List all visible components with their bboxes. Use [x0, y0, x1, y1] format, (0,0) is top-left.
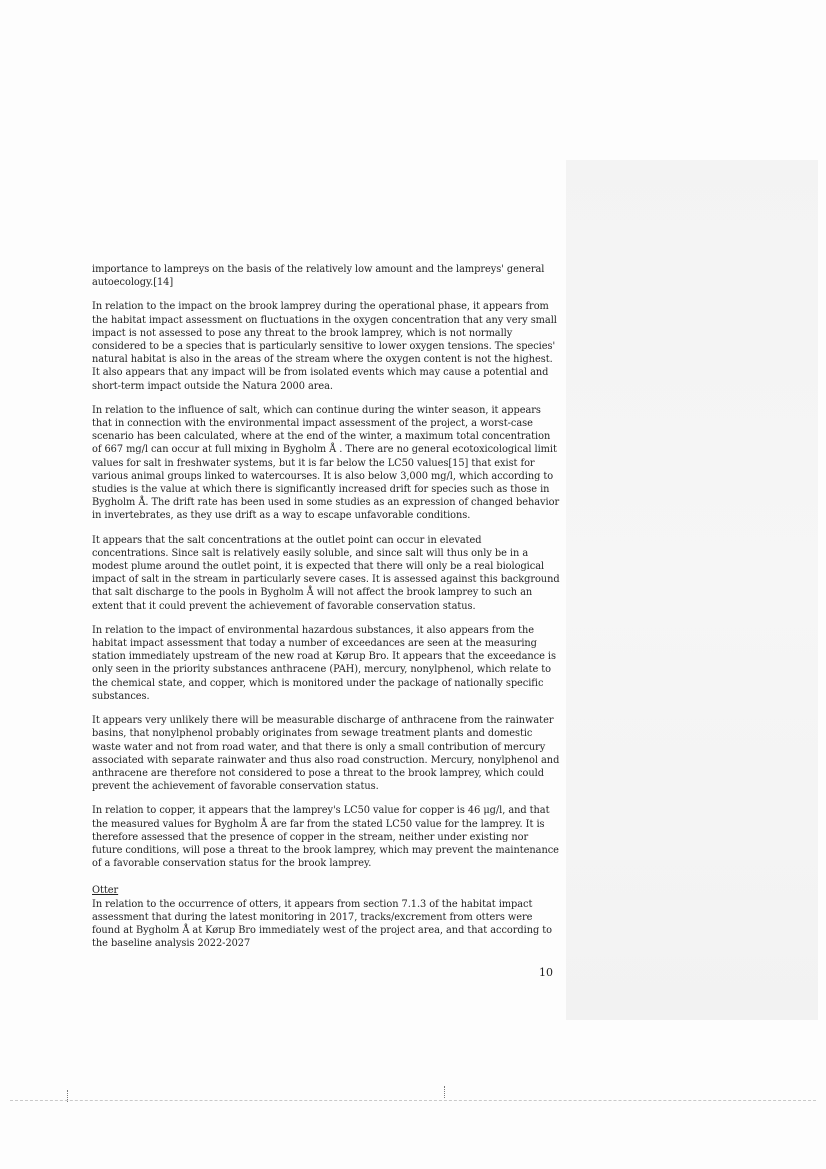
paragraph-oxygen-impact: In relation to the impact on the brook lamprey during the operational phase, it appears from the habitat impact assessment on fluctuations in the oxygen concentration that any very small impact is not assessed to pose any threat to the brook lamprey, which is not normally considered to be a species that is particularly sensitive to lower oxygen tensions. The species' natural habitat is also in the areas of the stream where the oxygen content is not the highest. It also appears that any impact will be from isolated events which may cause a potential and short-term impact outside the Natura 2000 area.: [92, 301, 557, 392]
scan-footer-line: [10, 1100, 816, 1101]
paragraph-salt-influence: In relation to the influence of salt, which can continue during the winter season, it appears that in connection with the environmental impact assessment of the project, a worst-case scenario has been calculated, where at the end of the winter, a maximum total concentration of 667 mg/l can occur at full mixing in Bygholm Å . There are no general ecotoxicological limit values for salt in freshwater systems, but it is far below the LC50 values[15] that exist for various animal groups linked to watercourses. It is also below 3,000 mg/l, which according to studies is the value at which there is significantly increased drift for species such as those in Bygholm Å. The drift rate has been used in some studies as an expression of changed behavior in invertebrates, as they use drift as a way to escape unfavorable conditions.: [92, 404, 560, 522]
otter-heading: Otter: [92, 885, 119, 897]
paragraph-anthracene-mercury: It appears very unlikely there will be measurable discharge of anthracene from the rainwater basins, that nonylphenol probably originates from sewage treatment plants and domestic waste water and not from road water, and that there is only a small contribution of mercury associated with separate rainwater and thus also road construction. Mercury, nonylphenol and anthracene are therefore not considered to pose a threat to the brook lamprey, which could prevent the achievement of favorable conservation status.: [92, 715, 560, 793]
paragraph-salt-concentrations: It appears that the salt concentrations at the outlet point can occur in elevated concentrations. Since salt is relatively easily soluble, and since salt will thus only be in a modest plume around the outlet point, it is expected that there will only be a real biological impact of salt in the stream in particularly severe cases. It is assessed against this background that salt discharge to the pools in Bygholm Å will not affect the brook lamprey to such an extent that it could prevent the achievement of favorable conservation status.: [92, 534, 560, 612]
paragraph-lamprey-autoecology: importance to lampreys on the basis of the relatively low amount and the lampreys' general autoecology.[14]: [92, 264, 545, 289]
paragraph-copper: In relation to copper, it appears that the lamprey's LC50 value for copper is 46 μg/l, and that the measured values for Bygholm Å are far from the stated LC50 value for the lamprey. It is therefore assessed that the presence of copper in the stream, neither under existing nor future conditions, will pose a threat to the brook lamprey, which may prevent the maintenance of a favorable conservation status for the brook lamprey.: [92, 805, 559, 870]
otter-paragraph: In relation to the occurrence of otters, it appears from section 7.1.3 of the habitat impact assessment that during the latest monitoring in 2017, tracks/excrement from otters were found at Bygholm Å at Kørup Bro immediately west of the project area, and that according to the baseline analysis 2022-2027: [92, 898, 552, 950]
document-body: [92, 263, 560, 961]
paragraph-hazardous-substances: In relation to the impact of environmental hazardous substances, it also appears from the habitat impact assessment that today a number of exceedances are seen at the measuring station immediately upstream of the new road at Kørup Bro. It appears that the exceedance is only seen in the priority substances anthracene (PAH), mercury, nonylphenol, which relate to the chemical state, and copper, which is monitored under the package of nationally specific substances.: [92, 624, 556, 702]
section-otter: [92, 884, 560, 950]
scan-shading: [566, 160, 818, 1020]
scan-mark-center: [444, 1086, 448, 1098]
scan-mark-left: [67, 1090, 71, 1102]
page-number: 10: [539, 966, 553, 979]
